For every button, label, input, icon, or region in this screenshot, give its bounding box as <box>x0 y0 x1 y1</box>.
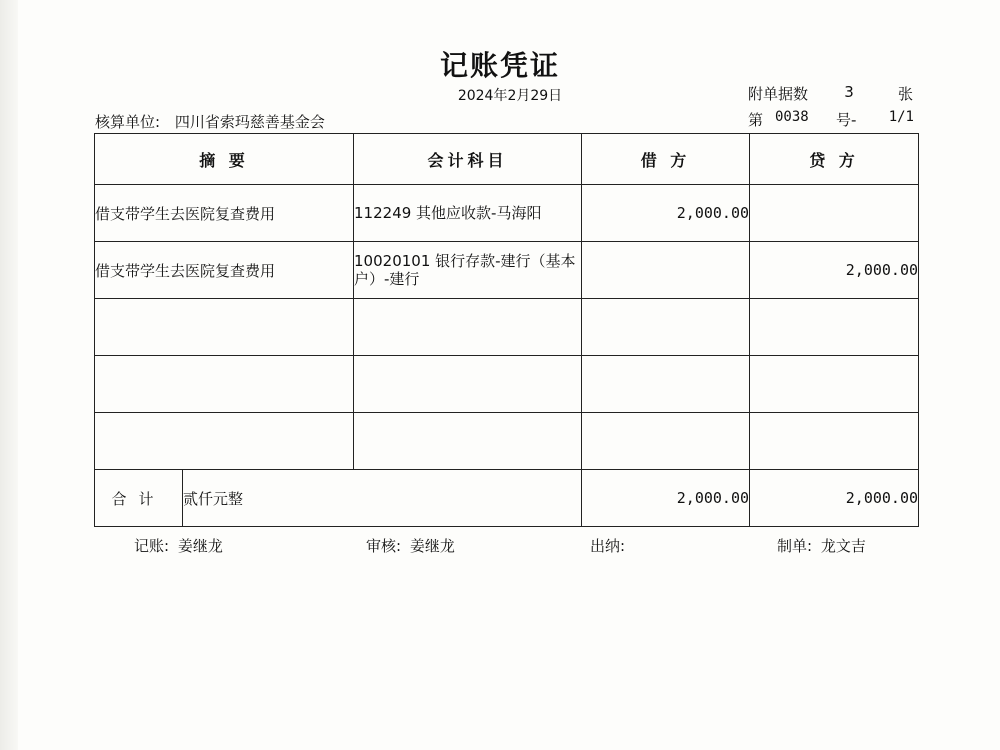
reviewer-signature <box>366 535 455 556</box>
voucher-number-prefix: 第 <box>748 111 764 129</box>
voucher-number-suffix: 号- <box>836 111 857 129</box>
voucher-number-value: 0038 <box>775 109 809 125</box>
reviewer-label: 审核: <box>366 537 402 555</box>
preparer-signature <box>777 535 866 556</box>
attachments-unit: 张 <box>898 85 914 103</box>
row-summary <box>95 299 354 356</box>
row-debit <box>582 413 750 470</box>
preparer-name: 龙文吉 <box>820 537 866 555</box>
row-credit <box>750 299 919 356</box>
row-summary <box>95 356 354 413</box>
cashier-label: 出纳: <box>590 537 626 555</box>
row-account <box>354 299 582 356</box>
row-summary: 借支带学生去医院复查费用 <box>95 242 354 299</box>
bookkeeper-signature <box>134 535 223 556</box>
accounting-unit-name: 四川省索玛慈善基金会 <box>174 113 325 131</box>
table-row <box>95 185 919 242</box>
row-credit <box>750 185 919 242</box>
row-summary <box>95 413 354 470</box>
row-credit <box>750 356 919 413</box>
row-debit <box>582 299 750 356</box>
header-credit: 贷 方 <box>750 134 919 185</box>
accounting-unit <box>95 111 325 132</box>
accounting-unit-label: 核算单位: <box>95 113 161 131</box>
row-account <box>354 356 582 413</box>
table-row <box>95 242 919 299</box>
row-debit <box>582 242 750 299</box>
header-debit: 借 方 <box>582 134 750 185</box>
row-credit <box>750 413 919 470</box>
attachments-label: 附单据数 <box>748 85 809 103</box>
total-credit: 2,000.00 <box>750 470 919 527</box>
total-row <box>95 470 919 527</box>
row-account: 112249 其他应收款-马海阳 <box>354 185 582 242</box>
header-summary: 摘 要 <box>95 134 354 185</box>
attachments-number: 3 <box>844 83 854 101</box>
table-row <box>95 413 919 470</box>
bookkeeper-label: 记账: <box>134 537 170 555</box>
attachments-count <box>748 83 918 101</box>
paper-edge <box>0 0 18 750</box>
table-row <box>95 356 919 413</box>
reviewer-name: 姜继龙 <box>409 537 455 555</box>
row-debit: 2,000.00 <box>582 185 750 242</box>
voucher-title: 记账凭证 <box>439 49 560 82</box>
total-debit: 2,000.00 <box>582 470 750 527</box>
table-header-row <box>95 134 919 185</box>
signature-line <box>0 535 1000 555</box>
row-account: 10020101 银行存款-建行（基本户）-建行 <box>354 242 582 299</box>
preparer-label: 制单: <box>777 537 813 555</box>
row-summary: 借支带学生去医院复查费用 <box>95 185 354 242</box>
table-row <box>95 299 919 356</box>
row-credit: 2,000.00 <box>750 242 919 299</box>
total-label: 合计 <box>95 470 183 527</box>
voucher-date: 2024年2月29日 <box>457 88 563 104</box>
bookkeeper-name: 姜继龙 <box>177 537 223 555</box>
cashier-signature <box>590 535 629 556</box>
row-debit <box>582 356 750 413</box>
voucher-number <box>748 109 918 127</box>
row-account <box>354 413 582 470</box>
voucher-table <box>94 133 919 527</box>
voucher-page: 1/1 <box>888 109 914 125</box>
total-amount-words: 贰仟元整 <box>183 470 582 527</box>
header-account: 会计科目 <box>354 134 582 185</box>
